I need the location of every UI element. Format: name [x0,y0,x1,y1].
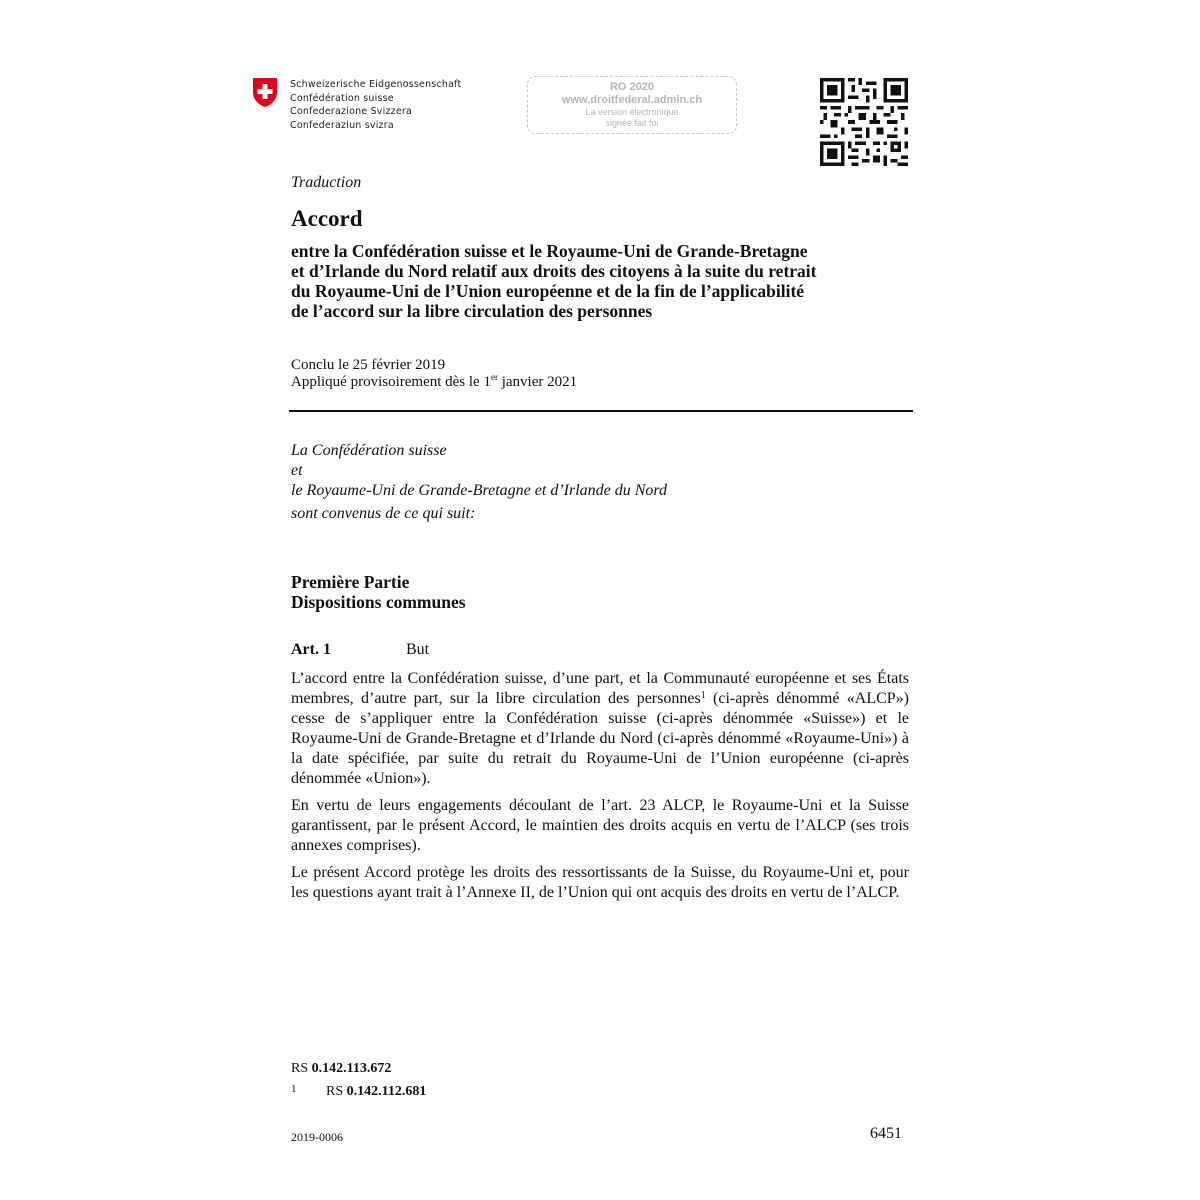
subtitle-line: du Royaume-Uni de l’Union européenne et de la fin de l’applicabilité [291,281,805,301]
swiss-crest-icon [252,77,278,108]
federation-name-de: Schweizerische Eidgenossenschaft [290,79,462,90]
party-2: le Royaume-Uni de Grande-Bretagne et d’Irlande du Nord [291,482,668,499]
subtitle-line: de l’accord sur la libre circulation des personnes [291,301,653,321]
document-subtitle [291,241,911,321]
rs-reference [291,1059,391,1079]
article-number: Art. 1 [291,641,331,658]
applied-prefix: Appliqué provisoirement dès le 1 [291,374,491,390]
footnote-1 [291,1079,426,1102]
party-conjunction: et [291,462,303,479]
paragraph [291,669,909,789]
agreement-formula: sont convenus de ce qui suit: [291,505,476,522]
concluded-date: Conclu le 25 février 2019 [291,357,446,373]
footnote-ref[interactable]: 1 [700,690,706,701]
part-number: Première Partie [291,572,410,592]
stamp-website[interactable]: www.droitfederal.admin.ch [561,94,703,106]
electronic-version-stamp [527,76,737,134]
stamp-note-1: La version électronique [585,107,679,117]
federation-name-it: Confederazione Svizzera [290,106,413,117]
stamp-ro: RO 2020 [609,81,655,93]
stamp-note-2: signée fait foi [605,118,659,128]
subtitle-line: entre la Confédération suisse et le Royaume-Uni de Grande-Bretagne [291,241,808,261]
footnote-number: 1 [291,1083,297,1095]
article-body [291,669,909,910]
translation-label: Traduction [291,174,362,191]
article-title: But [406,641,430,658]
part-heading [291,572,466,612]
footnote-prefix: RS [326,1084,347,1099]
rs-number: 0.142.113.672 [311,1061,392,1076]
paragraph: En vertu de leurs engagements découlant de l’art. 23 ALCP, le Royaume-Uni et la Suisse garantissent, par le présent Accord, le maintien des droits acquis en vertu de l’ALCP (ses trois annexes comprises). [291,797,909,854]
qr-code-icon [820,78,908,166]
date-info [291,357,577,391]
preamble [291,441,667,524]
party-1: La Confédération suisse [291,442,447,459]
divider [289,410,913,412]
document-title: Accord [291,206,363,231]
federation-names [290,78,461,132]
applied-suffix: janvier 2021 [497,374,578,390]
applied-date [291,374,577,391]
paragraph-text: (ci-après dénommé «ALCP») cesse de s’appliquer entre la Confédération suisse (ci-après dénommée «Suisse») et le Royaume-Uni de Grande-Bretagne et d’Irlande du Nord (ci-après dénommé «Royaume-Uni») à la date spécifiée, par suite du retrait du Royaume-Uni de l’Union européenne (ci-après dénommée «Union»). [291,690,910,787]
paragraph: Le présent Accord protège les droits des ressortissants de la Suisse, du Royaume-Uni et, pour les questions ayant trait à l’Annexe II, de l’Union qui ont acquis des droits en vertu de l’ALCP. [291,864,909,901]
applied-sup: er [490,372,498,382]
federation-name-fr: Confédération suisse [290,92,394,104]
part-title: Dispositions communes [291,592,466,612]
paragraph-text: L’accord entre la Confédération suisse, d’une part, et la Communauté européenne et ses États membres, d’autre part, sur la libre circulation des personnes [291,670,909,707]
document-reference: 2019-0006 [291,1130,343,1144]
federation-name-rm: Confederaziun svizra [290,119,394,131]
footnote-rs-number: 0.142.112.681 [346,1084,427,1099]
rs-prefix: RS [291,1061,312,1076]
page-number: 6451 [870,1125,902,1142]
subtitle-line: et d’Irlande du Nord relatif aux droits des citoyens à la suite du retrait [291,261,817,281]
